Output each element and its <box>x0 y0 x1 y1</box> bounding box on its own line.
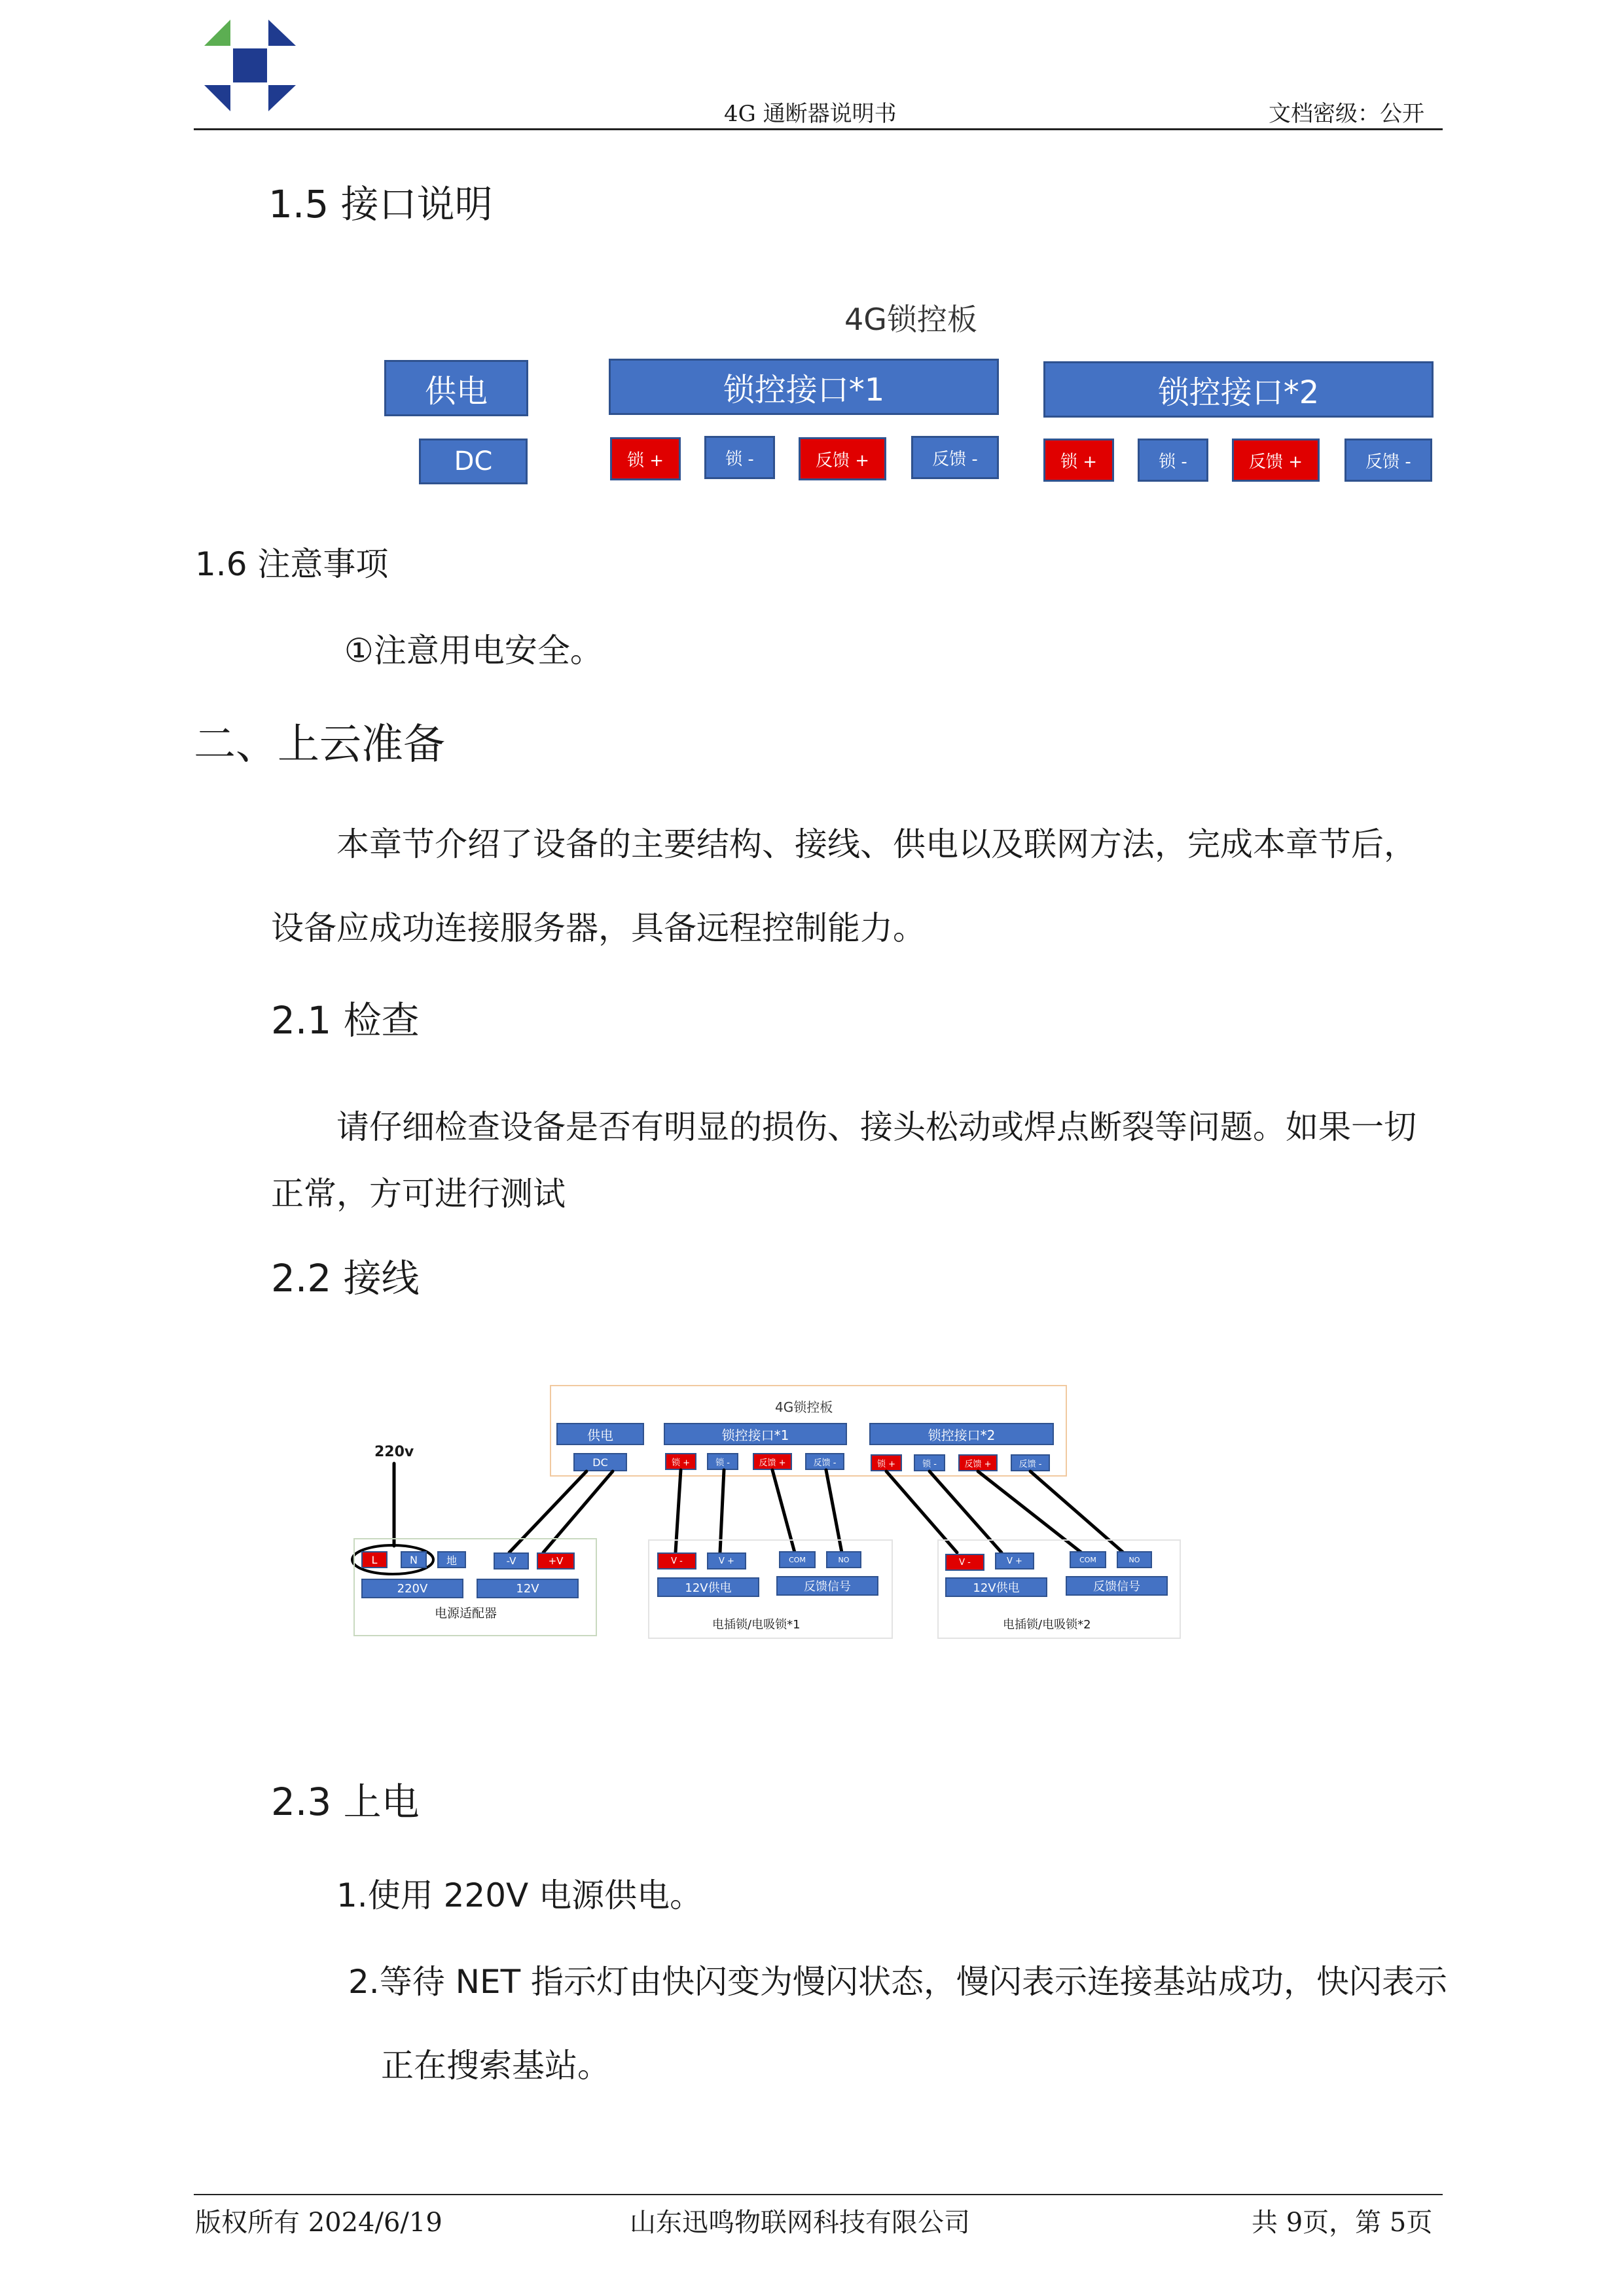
adapter-input-label: 220V <box>361 1579 463 1598</box>
power-step-2-line1: 2.等待 NET 指示灯由快闪变为慢闪状态，慢闪表示连接基站成功，快闪表示 <box>348 1963 1448 2001</box>
interface-board-title: 4G锁控板 <box>844 302 977 337</box>
port1-lock-minus: 锁 - <box>704 436 775 479</box>
wiring-port2-feedback-minus: 反馈 - <box>1011 1454 1050 1471</box>
wiring-port2-lock-minus: 锁 - <box>914 1454 945 1471</box>
lock1-vminus: V - <box>657 1552 696 1570</box>
chapter-2-heading: 二、上云准备 <box>194 721 445 769</box>
section-1-5-heading: 1.5 接口说明 <box>268 182 493 226</box>
footer-company: 山东迅鸣物联网科技有限公司 <box>630 2208 970 2238</box>
chapter-2-intro-line2: 设备应成功连接服务器，具备远程控制能力。 <box>271 909 926 947</box>
lock2-vminus: V - <box>945 1554 984 1571</box>
lock2-name: 电插锁/电吸锁*2 <box>1003 1618 1091 1632</box>
wiring-port2-box: 锁控接口*2 <box>869 1423 1054 1445</box>
interface-port1-box: 锁控接口*1 <box>609 359 999 415</box>
wiring-power-box: 供电 <box>556 1423 644 1445</box>
power-step-1: 1.使用 220V 电源供电。 <box>336 1876 703 1914</box>
lock1-supply-label: 12V供电 <box>657 1577 759 1597</box>
lock2-com: COM <box>1070 1551 1106 1568</box>
wiring-port2-feedback-plus: 反馈 + <box>958 1454 998 1471</box>
header-security-level: 文档密级：公开 <box>1269 101 1424 127</box>
adapter-output-label: 12V <box>477 1579 579 1598</box>
wiring-dc-box: DC <box>573 1453 627 1471</box>
section-2-2-heading: 2.2 接线 <box>271 1256 420 1300</box>
interface-dc-box: DC <box>419 439 528 484</box>
wiring-port1-feedback-minus: 反馈 - <box>805 1453 844 1470</box>
section-2-1-line2: 正常，方可进行测试 <box>271 1175 566 1213</box>
lock1-feedback-label: 反馈信号 <box>776 1576 878 1596</box>
adapter-ground-terminal: 地 <box>437 1551 466 1568</box>
adapter-n-terminal: N <box>401 1551 427 1568</box>
chapter-2-intro-line1: 本章节介绍了设备的主要结构、接线、供电以及联网方法，完成本章节后， <box>336 825 1416 863</box>
port1-feedback-minus: 反馈 - <box>911 436 999 479</box>
interface-power-box: 供电 <box>384 360 528 416</box>
lock1-no: NO <box>826 1551 861 1568</box>
adapter-l-terminal: L <box>361 1551 388 1568</box>
lock2-vplus: V + <box>995 1552 1034 1570</box>
footer-page-info: 共 9页，第 5页 <box>1252 2208 1433 2238</box>
port2-feedback-minus: 反馈 - <box>1344 439 1432 482</box>
port1-lock-plus: 锁 + <box>610 437 681 480</box>
wiring-port2-lock-plus: 锁 + <box>871 1454 902 1471</box>
lock2-supply-label: 12V供电 <box>945 1577 1047 1597</box>
port2-lock-minus: 锁 - <box>1138 439 1208 482</box>
lock1-vplus: V + <box>707 1552 746 1570</box>
lock1-com: COM <box>779 1551 816 1568</box>
adapter-vplus-terminal: +V <box>537 1552 575 1570</box>
power-step-2-line2: 正在搜索基站。 <box>381 2047 610 2085</box>
footer-rule <box>194 2194 1443 2195</box>
wiring-port1-feedback-plus: 反馈 + <box>753 1453 792 1470</box>
section-2-1-heading: 2.1 检查 <box>271 998 420 1043</box>
wiring-port1-lock-minus: 锁 - <box>707 1453 738 1470</box>
wiring-port1-lock-plus: 锁 + <box>665 1453 696 1470</box>
wiring-board-title: 4G锁控板 <box>775 1399 833 1415</box>
lock1-name: 电插锁/电吸锁*1 <box>712 1618 801 1632</box>
section-2-1-line1: 请仔细检查设备是否有明显的损伤、接头松动或焊点断裂等问题。如果一切 <box>336 1108 1416 1146</box>
interface-port2-box: 锁控接口*2 <box>1043 361 1434 418</box>
section-1-6-heading: 1.6 注意事项 <box>195 545 389 583</box>
adapter-name: 电源适配器 <box>435 1606 497 1621</box>
notice-item-1: ①注意用电安全。 <box>344 632 603 670</box>
wiring-port1-box: 锁控接口*1 <box>664 1423 847 1445</box>
wiring-mains-label: 220v <box>374 1444 414 1460</box>
adapter-vminus-terminal: -V <box>494 1552 529 1570</box>
port2-lock-plus: 锁 + <box>1043 439 1114 482</box>
header-doc-title: 4G 通断器说明书 <box>724 101 897 127</box>
port2-feedback-plus: 反馈 + <box>1232 439 1320 482</box>
footer-copyright: 版权所有 2024/6/19 <box>195 2208 442 2238</box>
port1-feedback-plus: 反馈 + <box>799 437 886 480</box>
section-2-3-heading: 2.3 上电 <box>271 1780 420 1824</box>
lock2-feedback-label: 反馈信号 <box>1066 1576 1168 1596</box>
lock2-no: NO <box>1117 1551 1152 1568</box>
